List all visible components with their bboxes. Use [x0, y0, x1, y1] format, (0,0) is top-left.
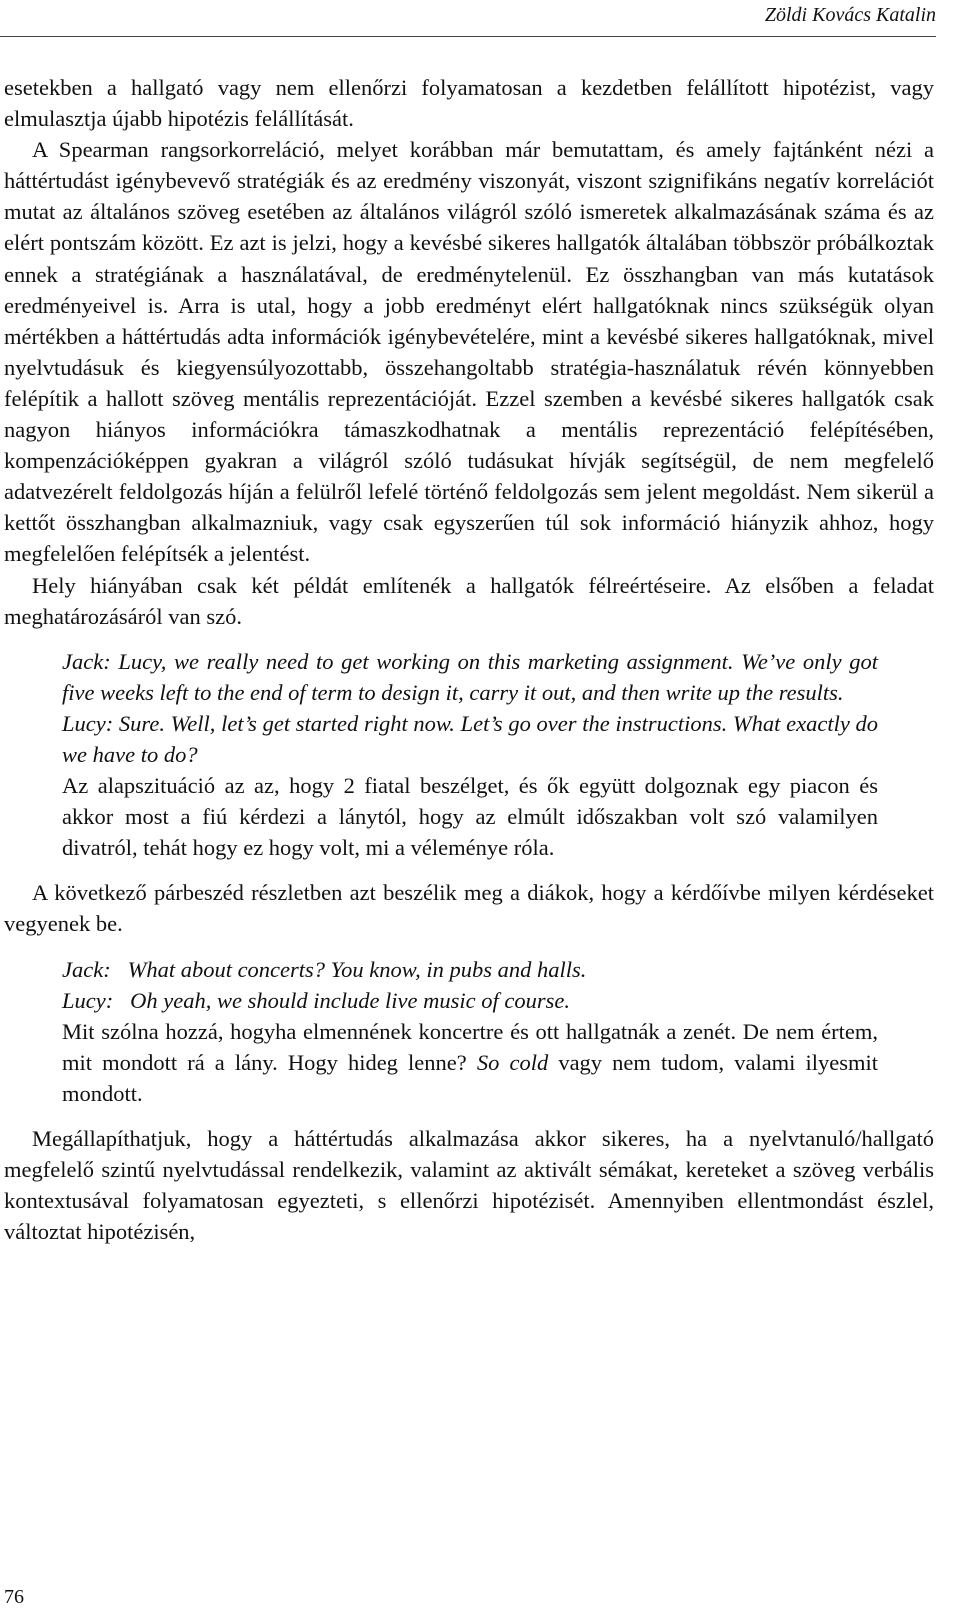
student-comment: Az alapszituáció az az, hogy 2 fiatal beszélget, és ők együtt dolgoznak egy piacon és akkor most a fiú kérdezi a lánytól, hogy az elmúlt időszakban volt szó valamilyen divatról, tehát hogy ez hogy volt, mi a véleménye róla.: [62, 773, 878, 861]
comment-text-a: Mit szólna hozzá, hogyha elmennének koncertre és ott hallgatnák a zenét. De nem értem, mit mondott rá a lány. Hogy hideg lenne?: [62, 1018, 878, 1075]
dialog-line-lucy: Lucy: Sure. Well, let’s get started right now. Let’s go over the instructions. What exactly do we have to do?: [62, 710, 878, 767]
paragraph-5: Megállapíthatjuk, hogy a háttértudás alkalmazása akkor sikeres, ha a nyelvtanuló/hallgató megfelelő szintű nyelvtudással rendelkezik, valamint az aktivált sémákat, kereteket a szöveg verbális kontextusával folyamatosan egyezteti, s ellenőrzi hipotézisét. Amennyiben ellentmondást észlel, változtat hipotézisén,: [4, 1126, 934, 1245]
dialog-line-lucy: Lucy: Oh yeah, we should include live music of course.: [62, 987, 571, 1013]
paragraph-2: A Spearman rangsorkorreláció, melyet korábban már bemutattam, és amely fajtánként nézi a háttértudást igénybevevő stratégiák és az eredmény viszonyát, viszont szignifikáns negatív korrelációt mutat az általános szöveg esetében az általános világról szóló ismeretek alkalmazásának száma és az elért pontszám között. Ez azt is jelzi, hogy a kevésbé sikeres hallgatók általában többször próbálkoztak ennek a stratégiának a használatával, de eredménytelenül. Ez összhangban van más kutatások eredményeivel is. Arra is utal, hogy a jobb eredményt elért hallgatóknak nincs szükségük olyan mértékben a háttértudás adta információk igénybevételére, mint a kevésbé sikeres hallgatóknak, mivel nyelvtudásuk és kiegyensúlyozottabb, összehangoltabb stratégia-használatuk révén könnyebben felépítik a hallott szöveg mentális reprezentációját. Ezzel szemben a kevésbé sikeres hallgatók csak nagyon hiányos információkra támaszkodhatnak a mentális reprezentáció felépítésében, kompenzációképpen gyakran a világról szóló tudásukat hívják segítségül, de nem megfelelő adatvezérelt feldolgozás híján a felülről lefelé történő feldolgozás sem jelent megoldást. Nem sikerül a kettőt összhangban alkalmazniuk, vagy csak egyszerűen túl sok információ hiányzik ahhoz, hogy megfelelően felépítsék a jelentést.: [4, 137, 934, 567]
dialog-example-1: [62, 646, 878, 864]
header-author: Zöldi Kovács Katalin: [764, 4, 936, 26]
comment-text-b: vagy nem tudom, valami ilyesmit mondott.: [62, 1049, 879, 1106]
body-text: [4, 72, 934, 1247]
dialog-line-jack: Jack: Lucy, we really need to get working on this marketing assignment. We’ve only got five weeks left to the end of term to design it, carry it out, and then write up the results.: [62, 648, 878, 705]
dialog-line-jack: Jack: What about concerts? You know, in pubs and halls.: [62, 956, 587, 982]
page-number: 76: [4, 1586, 24, 1608]
student-comment: [62, 1016, 878, 1109]
dialog-example-2: [62, 954, 878, 1109]
paragraph-1: esetekben a hallgató vagy nem ellenőrzi folyamatosan a kezdetben felállított hipotézist, vagy elmulasztja újabb hipotézis felállítását.: [4, 75, 934, 132]
paragraph-4: A következő párbeszéd részletben azt beszélik meg a diákok, hogy a kérdőívbe milyen kérdéseket vegyenek be.: [4, 880, 934, 937]
comment-quote: So cold: [476, 1049, 549, 1075]
paragraph-3: Hely hiányában csak két példát említenék a hallgatók félreértéseire. Az elsőben a feladat meghatározásáról van szó.: [4, 572, 934, 629]
running-header: [0, 0, 936, 37]
